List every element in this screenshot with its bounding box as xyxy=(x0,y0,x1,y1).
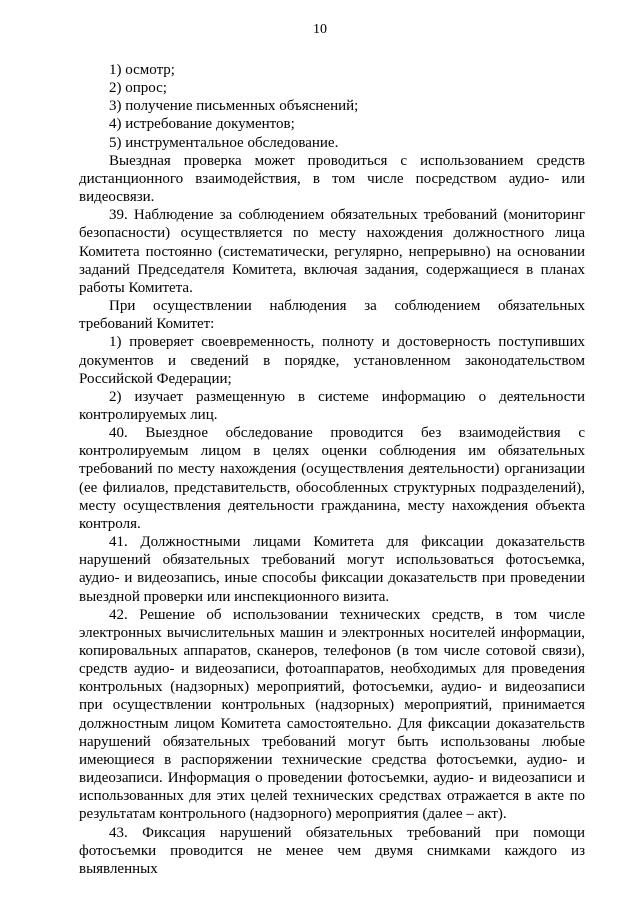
document-body xyxy=(79,61,585,878)
list-item-document-request: 4) истребование документов; xyxy=(109,116,295,133)
paragraph-observation-item-1: 1) проверяет своевременность, полноту и достоверность поступивших документов и сведений в порядке, установленном законодательством Российской Федерации; xyxy=(79,334,585,387)
paragraph-remote-interaction: Выездная проверка может проводиться с использованием средств дистанционного взаимодействия, в том числе посредством аудио- или видеосвязи. xyxy=(79,152,585,206)
paragraph-43: 43. Фиксация нарушений обязательных требований при помощи фотосъемки проводится не менее чем двумя снимками каждого из выявленных xyxy=(79,824,585,877)
paragraph-39: 39. Наблюдение за соблюдением обязательных требований (мониторинг безопасности) осуществляется по месту нахождения должностного лица Комитета постоянно (систематически, регулярно, непрерывно) на основании заданий Председателя Комитета, включая задания, содержащиеся в планах работы Комитета. xyxy=(79,207,585,296)
list-item-instrumental-survey: 5) инструментальное обследование. xyxy=(109,134,339,151)
list-item-written-explanations: 3) получение письменных объяснений; xyxy=(109,98,359,115)
list-item-interview: 2) опрос; xyxy=(109,80,167,97)
paragraph-41: 41. Должностными лицами Комитета для фиксации доказательств нарушений обязательных требований могут использоваться фотосъемка, аудио- и видеозапись, иные способы фиксации доказательств при проведении выездной проверки или инспекционного визита. xyxy=(79,534,585,605)
page-number: 10 xyxy=(313,22,327,37)
paragraph-42: 42. Решение об использовании технических средств, в том числе электронных вычислительных машин и электронных носителей информации, копировальных аппаратов, сканеров, телефонов (в том числе сотовой связи), средств аудио- и видеозаписи, фотоаппаратов, необходимых для проведения контрольных (надзорных) мероприятий, фотосъемки, аудио- и видеозаписи при осуществлении контрольных (надзорных) мероприятий, принимается должностным лицом Комитета самостоятельно. Для фиксации доказательств нарушений обязательных требований могут быть использованы любые имеющиеся в распоряжении технические средства фотосъемки, аудио- и видеозаписи. Информация о проведении фотосъемки, аудио- и видеозаписи и использованных для этих целей технических средствах отражается в акте по результатам контрольного (надзорного) мероприятия (далее – акт). xyxy=(79,606,585,823)
paragraph-observation-intro: При осуществлении наблюдения за соблюдением обязательных требований Комитет: xyxy=(79,298,585,333)
paragraph-observation-item-2: 2) изучает размещенную в системе информацию о деятельности контролируемых лиц. xyxy=(79,388,585,423)
list-item-inspection: 1) осмотр; xyxy=(109,62,175,78)
paragraph-40: 40. Выездное обследование проводится без взаимодействия с контролируемым лицом в целях оценки соблюдения им обязательных требований по месту нахождения (осуществления деятельности) организации (ее филиалов, представительств, обособленных структурных подразделений), месту осуществления деятельности гражданина, месту нахождения объекта контроля. xyxy=(79,425,585,532)
